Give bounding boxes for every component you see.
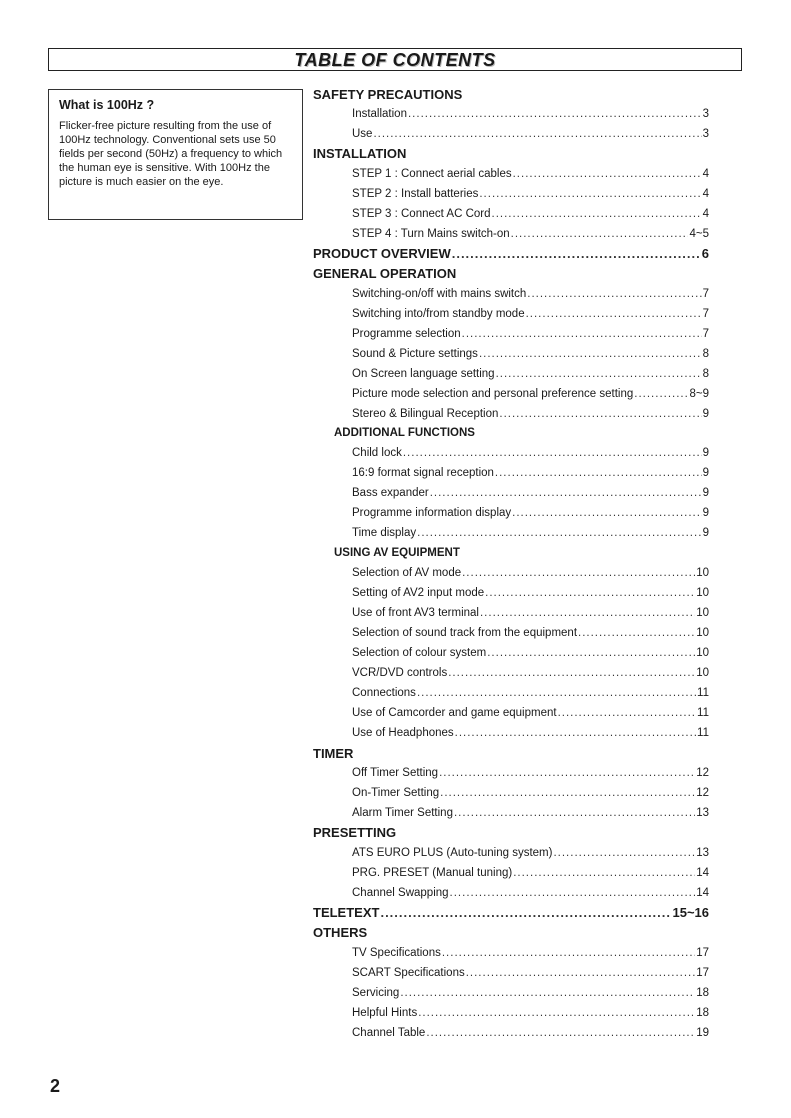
toc-entry-page: 9 — [702, 407, 709, 420]
toc-entry-label: STEP 3 : Connect AC Cord — [352, 207, 491, 220]
toc-entry[interactable] — [352, 1027, 709, 1039]
toc-entry-label: Connections — [352, 687, 416, 700]
page-number: 2 — [50, 1076, 61, 1096]
toc-row — [0, 324, 791, 344]
toc-entry-page: 4~5 — [689, 227, 709, 240]
toc-leader-dots — [430, 487, 702, 499]
toc-entry-label: TELETEXT — [313, 905, 380, 921]
toc-leader-dots — [417, 527, 701, 539]
toc-entry[interactable] — [352, 228, 709, 240]
toc-entry-label: Off Timer Setting — [352, 766, 439, 779]
toc-leader-dots — [513, 867, 695, 879]
toc-entry-label: Use of front AV3 terminal — [352, 607, 479, 620]
toc-entry-page: 7 — [702, 327, 709, 340]
toc-leader-dots — [403, 447, 702, 459]
toc-entry[interactable] — [352, 987, 709, 999]
toc-row — [0, 743, 791, 763]
toc-entry[interactable] — [352, 627, 709, 639]
toc-section-heading: TIMER — [313, 745, 354, 761]
toc-entry-label: Child lock — [352, 447, 402, 460]
toc-row — [0, 104, 791, 124]
toc-entry-page: 4 — [702, 207, 709, 220]
toc-leader-dots — [442, 947, 695, 959]
toc-entry[interactable] — [352, 667, 709, 679]
toc-row — [0, 344, 791, 364]
toc-row — [0, 563, 791, 583]
toc-row — [0, 643, 791, 663]
toc-entry[interactable] — [352, 408, 709, 420]
toc-entry[interactable] — [352, 308, 709, 320]
toc-leader-dots — [452, 246, 701, 261]
toc-entry-page: 11 — [697, 727, 709, 740]
toc-entry[interactable] — [352, 467, 709, 479]
toc-entry-page: 13 — [696, 806, 709, 819]
toc-entry-page: 10 — [696, 567, 709, 580]
toc-entry[interactable] — [352, 328, 709, 340]
toc-row — [0, 124, 791, 144]
toc-row — [0, 404, 791, 424]
toc-leader-dots — [496, 368, 702, 380]
toc-entry-page: 18 — [696, 1006, 709, 1019]
toc-leader-dots — [558, 707, 696, 719]
toc-entry-page: 7 — [702, 287, 709, 300]
toc-entry-label: Helpful Hints — [352, 1006, 418, 1019]
toc-entry[interactable] — [352, 707, 709, 719]
toc-entry-label: Time display — [352, 527, 417, 540]
toc-entry-page: 12 — [696, 766, 709, 779]
toc-entry[interactable] — [352, 348, 709, 360]
toc-entry-page: 17 — [696, 946, 709, 959]
toc-row — [0, 783, 791, 803]
toc-entry-page: 18 — [696, 986, 709, 999]
toc-entry-page: 13 — [696, 846, 709, 859]
toc-row — [0, 483, 791, 503]
toc-entry[interactable] — [352, 487, 709, 499]
toc-row — [0, 423, 791, 443]
toc-row — [0, 523, 791, 543]
toc-leader-dots — [513, 168, 702, 180]
toc-entry-page: 8~9 — [689, 387, 709, 400]
toc-entry-label: Selection of sound track from the equipment — [352, 627, 578, 640]
toc-leader-dots — [380, 905, 671, 920]
toc-entry-label: Bass expander — [352, 487, 429, 500]
toc-leader-dots — [553, 847, 695, 859]
toc-entry[interactable] — [352, 727, 709, 739]
toc-leader-dots — [526, 308, 702, 320]
toc-entry-label: Servicing — [352, 986, 400, 999]
toc-row — [0, 723, 791, 743]
toc-entry-label: Selection of AV mode — [352, 567, 462, 580]
toc-entry[interactable] — [352, 587, 709, 599]
info-box-body: Flicker-free picture resulting from the use of 100Hz technology. Conventional sets use 50 fields per second (50Hz) a frequency to which the human eye is sensitive. With 100Hz the picture is much easier on the eye. — [59, 120, 283, 188]
toc-leader-dots — [512, 507, 701, 519]
toc-row — [0, 663, 791, 683]
toc-leader-dots — [400, 987, 695, 999]
toc-entry-label: Switching-on/off with mains switch — [352, 287, 527, 300]
toc-entry[interactable] — [352, 1007, 709, 1019]
toc-entry-label: VCR/DVD controls — [352, 667, 448, 680]
toc-section-heading: SAFETY PRECAUTIONS — [313, 86, 463, 102]
toc-entry-label: ATS EURO PLUS (Auto-tuning system) — [352, 846, 553, 859]
toc-entry[interactable] — [352, 388, 709, 400]
toc-leader-dots — [527, 288, 701, 300]
toc-entry-label: On-Timer Setting — [352, 786, 440, 799]
toc-leader-dots — [418, 1007, 695, 1019]
toc-entry-page: 9 — [702, 467, 709, 480]
toc-section-heading: GENERAL OPERATION — [313, 266, 457, 282]
toc-row — [0, 903, 791, 923]
toc-row — [0, 184, 791, 204]
toc-entry-page: 10 — [696, 627, 709, 640]
toc-leader-dots — [634, 388, 688, 400]
toc-row — [0, 264, 791, 284]
toc-leader-dots — [499, 408, 701, 420]
toc-entry-page: 3 — [702, 127, 709, 140]
toc-row — [0, 923, 791, 943]
toc-section-entry[interactable] — [313, 905, 709, 920]
toc-leader-dots — [408, 108, 702, 120]
toc-section-entry[interactable] — [313, 246, 709, 261]
toc-entry[interactable] — [352, 288, 709, 300]
toc-entry-page: 6 — [701, 246, 709, 262]
toc-leader-dots — [373, 128, 701, 140]
toc-row — [0, 364, 791, 384]
toc-entry-label: PRODUCT OVERVIEW — [313, 246, 451, 262]
toc-entry[interactable] — [352, 787, 709, 799]
toc-leader-dots — [511, 228, 689, 240]
toc-entry-page: 10 — [696, 607, 709, 620]
toc-entry-page: 14 — [696, 866, 709, 879]
toc-entry[interactable] — [352, 527, 709, 539]
toc-subsection-heading: ADDITIONAL FUNCTIONS — [334, 427, 475, 440]
toc-leader-dots — [495, 467, 702, 479]
toc-entry-page: 7 — [702, 307, 709, 320]
toc-leader-dots — [450, 887, 696, 899]
toc-entry[interactable] — [352, 887, 709, 899]
toc-leader-dots — [417, 687, 696, 699]
toc-row — [0, 204, 791, 224]
toc-entry[interactable] — [352, 807, 709, 819]
toc-row — [0, 983, 791, 1003]
toc-entry[interactable] — [352, 168, 709, 180]
toc-entry-label: STEP 2 : Install batteries — [352, 187, 479, 200]
toc-row — [0, 883, 791, 903]
toc-entry-page: 3 — [702, 107, 709, 120]
toc-row — [0, 164, 791, 184]
toc-entry-label: Use — [352, 127, 373, 140]
toc-row — [0, 284, 791, 304]
toc-row — [0, 683, 791, 703]
toc-entry[interactable] — [352, 867, 709, 879]
toc-entry[interactable] — [352, 128, 709, 140]
info-box-heading: What is 100Hz ? — [59, 98, 155, 112]
toc-entry-label: Selection of colour system — [352, 647, 487, 660]
toc-row — [0, 1023, 791, 1043]
toc-row — [0, 943, 791, 963]
toc-entry-page: 10 — [696, 667, 709, 680]
toc-row — [0, 84, 791, 104]
toc-row — [0, 583, 791, 603]
toc-entry-page: 12 — [696, 786, 709, 799]
toc-leader-dots — [454, 807, 695, 819]
toc-section-heading: OTHERS — [313, 925, 368, 941]
toc-entry[interactable] — [352, 208, 709, 220]
toc-entry-label: SCART Specifications — [352, 966, 465, 979]
toc-leader-dots — [455, 727, 696, 739]
toc-row — [0, 543, 791, 563]
toc-entry-label: PRG. PRESET (Manual tuning) — [352, 866, 513, 879]
page-title: TABLE OF CONTENTS — [294, 50, 496, 70]
toc-leader-dots — [479, 188, 701, 200]
toc-entry[interactable] — [352, 507, 709, 519]
toc-entry-page: 10 — [696, 647, 709, 660]
toc-leader-dots — [492, 208, 702, 220]
toc-row — [0, 304, 791, 324]
toc-leader-dots — [578, 627, 695, 639]
toc-entry-label: Sound & Picture settings — [352, 347, 478, 360]
toc-entry-label: Switching into/from standby mode — [352, 307, 525, 320]
toc-leader-dots — [448, 667, 695, 679]
toc-entry-label: Channel Swapping — [352, 886, 449, 899]
toc-entry-page: 8 — [702, 367, 709, 380]
toc-entry-label: Installation — [352, 107, 407, 120]
toc-entry[interactable] — [352, 368, 709, 380]
toc-row — [0, 843, 791, 863]
toc-entry-label: Use of Headphones — [352, 727, 454, 740]
toc-leader-dots — [426, 1027, 695, 1039]
toc-row — [0, 863, 791, 883]
toc-row — [0, 224, 791, 244]
toc-section-heading: INSTALLATION — [313, 146, 407, 162]
toc-entry-page: 19 — [696, 1026, 709, 1039]
toc-entry-label: STEP 4 : Turn Mains switch-on — [352, 227, 510, 240]
toc-entry-page: 11 — [697, 687, 709, 700]
toc-entry-page: 11 — [697, 707, 709, 720]
toc-leader-dots — [439, 767, 695, 779]
toc-entry[interactable] — [352, 647, 709, 659]
toc-row — [0, 503, 791, 523]
toc-leader-dots — [480, 607, 695, 619]
toc-entry-label: Stereo & Bilingual Reception — [352, 407, 499, 420]
toc-leader-dots — [462, 567, 695, 579]
toc-entry[interactable] — [352, 567, 709, 579]
toc-entry-page: 9 — [702, 507, 709, 520]
toc-entry-label: On Screen language setting — [352, 367, 495, 380]
toc-entry-page: 4 — [702, 187, 709, 200]
toc-entry-label: STEP 1 : Connect aerial cables — [352, 167, 512, 180]
toc-row — [0, 823, 791, 843]
toc-entry[interactable] — [352, 967, 709, 979]
toc-row — [0, 963, 791, 983]
toc-subsection-heading: USING AV EQUIPMENT — [334, 547, 460, 560]
toc-leader-dots — [479, 348, 702, 360]
toc-leader-dots — [485, 587, 695, 599]
toc-entry[interactable] — [352, 947, 709, 959]
toc-entry-page: 14 — [696, 886, 709, 899]
toc-row — [0, 763, 791, 783]
toc-row — [0, 603, 791, 623]
toc-row — [0, 623, 791, 643]
toc-entry-label: Use of Camcorder and game equipment — [352, 707, 557, 720]
toc-entry-page: 10 — [696, 587, 709, 600]
toc-entry-label: Programme information display — [352, 507, 512, 520]
toc-entry-page: 9 — [702, 527, 709, 540]
toc-entry[interactable] — [352, 687, 709, 699]
toc-row — [0, 803, 791, 823]
toc-entry-label: Alarm Timer Setting — [352, 806, 453, 819]
toc-leader-dots — [440, 787, 695, 799]
toc-row — [0, 384, 791, 404]
toc-leader-dots — [462, 328, 702, 340]
toc-entry[interactable] — [352, 188, 709, 200]
toc-row — [0, 1003, 791, 1023]
toc-entry-label: 16:9 format signal reception — [352, 467, 494, 480]
toc-entry-page: 17 — [696, 966, 709, 979]
toc-entry-page: 4 — [702, 167, 709, 180]
toc-section-heading: PRESETTING — [313, 825, 397, 841]
toc-entry-label: Channel Table — [352, 1026, 426, 1039]
toc-entry-label: Programme selection — [352, 327, 461, 340]
toc-entry-label: Picture mode selection and personal preference setting — [352, 387, 634, 400]
toc-entry-label: TV Specifications — [352, 946, 441, 959]
toc-leader-dots — [466, 967, 695, 979]
toc-entry-page: 9 — [702, 487, 709, 500]
toc-leader-dots — [487, 647, 695, 659]
toc-entry-page: 9 — [702, 447, 709, 460]
toc-entry[interactable] — [352, 607, 709, 619]
toc-row — [0, 703, 791, 723]
toc-entry[interactable] — [352, 447, 709, 459]
toc-entry[interactable] — [352, 767, 709, 779]
toc-entry[interactable] — [352, 847, 709, 859]
toc-row — [0, 144, 791, 164]
toc-entry-page: 8 — [702, 347, 709, 360]
toc-entry-page: 15~16 — [672, 905, 709, 921]
toc-entry-label: Setting of AV2 input mode — [352, 587, 485, 600]
toc-row — [0, 463, 791, 483]
toc-row — [0, 443, 791, 463]
toc-entry[interactable] — [352, 108, 709, 120]
toc-row — [0, 244, 791, 264]
